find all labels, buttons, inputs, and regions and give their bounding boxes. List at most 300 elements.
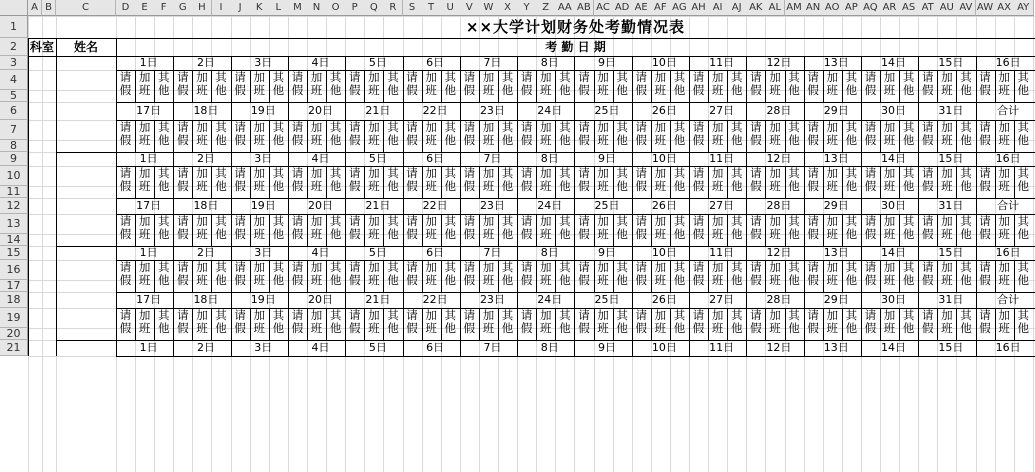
attendance-type-label[interactable]: 请假 <box>234 308 246 335</box>
day-label[interactable]: 29日 <box>823 293 849 306</box>
column-header[interactable]: Y <box>517 0 537 16</box>
day-label[interactable]: 6日 <box>426 246 445 259</box>
day-label[interactable]: 10日 <box>651 152 677 165</box>
column-header[interactable]: AV <box>956 0 976 16</box>
column-header[interactable]: AQ <box>861 0 881 16</box>
day-label[interactable]: 30日 <box>881 293 907 306</box>
day-label[interactable]: 26日 <box>651 293 677 306</box>
attendance-type-label[interactable]: 加班 <box>769 214 781 241</box>
day-label[interactable]: 合计 <box>997 199 1020 212</box>
column-header[interactable]: U <box>441 0 461 16</box>
attendance-type-label[interactable]: 加班 <box>941 260 953 287</box>
attendance-type-label[interactable]: 加班 <box>769 260 781 287</box>
attendance-type-label[interactable]: 加班 <box>883 120 896 147</box>
attendance-type-label[interactable]: 其他 <box>673 70 686 97</box>
attendance-type-label[interactable]: 请假 <box>520 70 533 97</box>
day-label[interactable]: 合计 <box>997 293 1020 306</box>
attendance-type-label[interactable]: 请假 <box>463 260 476 287</box>
attendance-type-label[interactable]: 请假 <box>864 120 877 147</box>
column-header[interactable]: AC <box>594 0 614 16</box>
attendance-type-label[interactable]: 加班 <box>769 308 781 335</box>
attendance-type-label[interactable]: 其他 <box>329 166 342 193</box>
attendance-type-label[interactable]: 其他 <box>788 70 800 97</box>
column-header[interactable]: Z <box>536 0 556 16</box>
attendance-type-label[interactable]: 请假 <box>119 70 132 97</box>
column-header[interactable]: AA <box>555 0 575 16</box>
day-label[interactable]: 18日 <box>193 104 219 117</box>
attendance-type-label[interactable]: 加班 <box>769 166 781 193</box>
attendance-type-label[interactable]: 其他 <box>444 214 456 241</box>
attendance-type-label[interactable]: 请假 <box>807 260 819 287</box>
day-label[interactable]: 27日 <box>709 104 735 117</box>
attendance-type-label[interactable]: 其他 <box>902 308 915 335</box>
attendance-type-label[interactable]: 其他 <box>845 214 858 241</box>
row-header[interactable]: 18 <box>0 292 28 308</box>
day-label[interactable]: 2日 <box>196 56 215 69</box>
attendance-type-label[interactable]: 请假 <box>463 70 476 97</box>
attendance-type-label[interactable]: 其他 <box>329 214 342 241</box>
attendance-type-label[interactable]: 请假 <box>807 120 819 147</box>
attendance-type-label[interactable]: 请假 <box>578 70 590 97</box>
attendance-type-label[interactable]: 加班 <box>597 70 609 97</box>
attendance-type-label[interactable]: 其他 <box>387 308 399 335</box>
attendance-type-label[interactable]: 其他 <box>730 166 743 193</box>
day-label[interactable]: 19日 <box>250 293 276 306</box>
attendance-type-label[interactable]: 加班 <box>769 70 781 97</box>
attendance-type-label[interactable]: 请假 <box>348 308 361 335</box>
attendance-type-label[interactable]: 加班 <box>310 120 323 147</box>
attendance-type-label[interactable]: 加班 <box>941 120 953 147</box>
column-header[interactable]: V <box>460 0 480 16</box>
day-label[interactable]: 16日 <box>995 56 1021 69</box>
day-label[interactable]: 9日 <box>598 152 617 165</box>
day-label[interactable]: 23日 <box>479 104 505 117</box>
attendance-type-label[interactable]: 加班 <box>196 70 208 97</box>
column-header[interactable]: AS <box>899 0 919 16</box>
column-header[interactable]: AO <box>823 0 843 16</box>
attendance-type-label[interactable]: 其他 <box>845 70 858 97</box>
attendance-type-label[interactable]: 其他 <box>272 120 285 147</box>
attendance-type-label[interactable]: 请假 <box>177 308 189 335</box>
day-label[interactable]: 21日 <box>365 293 391 306</box>
column-header[interactable]: AM <box>785 0 805 16</box>
attendance-type-label[interactable]: 请假 <box>750 308 762 335</box>
attendance-type-label[interactable]: 请假 <box>692 308 705 335</box>
day-label[interactable]: 23日 <box>479 199 505 212</box>
attendance-type-label[interactable]: 加班 <box>941 166 953 193</box>
attendance-type-label[interactable]: 请假 <box>520 120 533 147</box>
row-header[interactable]: 6 <box>0 102 28 120</box>
day-label[interactable]: 21日 <box>365 104 391 117</box>
attendance-type-label[interactable]: 加班 <box>883 214 896 241</box>
attendance-type-label[interactable]: 请假 <box>807 166 819 193</box>
attendance-type-label[interactable]: 请假 <box>921 260 934 287</box>
day-label[interactable]: 17日 <box>136 199 162 212</box>
column-header[interactable]: AI <box>708 0 728 16</box>
attendance-type-label[interactable]: 加班 <box>711 166 724 193</box>
attendance-type-label[interactable]: 请假 <box>463 166 476 193</box>
day-label[interactable]: 15日 <box>938 246 964 259</box>
column-header[interactable]: K <box>250 0 270 16</box>
column-header[interactable]: X <box>498 0 518 16</box>
row-header[interactable]: 12 <box>0 198 28 214</box>
attendance-type-label[interactable]: 其他 <box>387 166 399 193</box>
dates-header[interactable]: 考 勤 日 期 <box>545 40 606 54</box>
attendance-type-label[interactable]: 请假 <box>750 120 762 147</box>
day-label[interactable]: 1日 <box>139 246 158 259</box>
attendance-type-label[interactable]: 请假 <box>119 260 132 287</box>
attendance-type-label[interactable]: 请假 <box>291 308 304 335</box>
day-label[interactable]: 4日 <box>311 152 330 165</box>
day-label[interactable]: 3日 <box>254 152 273 165</box>
attendance-type-label[interactable]: 加班 <box>482 214 495 241</box>
attendance-type-label[interactable]: 其他 <box>902 260 915 287</box>
day-label[interactable]: 5日 <box>368 56 387 69</box>
attendance-type-label[interactable]: 请假 <box>234 214 246 241</box>
attendance-type-label[interactable]: 其他 <box>387 120 399 147</box>
day-label[interactable]: 4日 <box>311 341 330 354</box>
attendance-type-label[interactable]: 其他 <box>960 214 972 241</box>
attendance-type-label[interactable]: 请假 <box>921 214 934 241</box>
attendance-type-label[interactable]: 加班 <box>539 70 552 97</box>
column-header[interactable]: AE <box>632 0 652 16</box>
attendance-type-label[interactable]: 其他 <box>788 308 800 335</box>
attendance-type-label[interactable]: 请假 <box>406 260 418 287</box>
attendance-type-label[interactable]: 加班 <box>998 70 1010 97</box>
attendance-type-label[interactable]: 加班 <box>998 120 1010 147</box>
sheet-title[interactable]: ××大学计划财务处考勤情况表 <box>465 18 686 36</box>
attendance-type-label[interactable]: 其他 <box>788 214 800 241</box>
attendance-type-label[interactable]: 加班 <box>539 120 552 147</box>
day-label[interactable]: 8日 <box>540 56 559 69</box>
attendance-type-label[interactable]: 其他 <box>501 214 514 241</box>
attendance-type-label[interactable]: 请假 <box>979 308 991 335</box>
column-header[interactable]: AU <box>937 0 957 16</box>
attendance-type-label[interactable]: 加班 <box>654 70 667 97</box>
day-label[interactable]: 1日 <box>139 56 158 69</box>
attendance-type-label[interactable]: 请假 <box>348 260 361 287</box>
attendance-type-label[interactable]: 请假 <box>807 214 819 241</box>
attendance-type-label[interactable]: 请假 <box>578 308 590 335</box>
attendance-type-label[interactable]: 加班 <box>368 308 380 335</box>
attendance-type-label[interactable]: 加班 <box>138 70 151 97</box>
row-header[interactable]: 7 <box>0 120 28 140</box>
attendance-type-label[interactable]: 加班 <box>597 214 609 241</box>
day-label[interactable]: 16日 <box>995 246 1021 259</box>
attendance-type-label[interactable]: 其他 <box>559 260 571 287</box>
day-label[interactable]: 19日 <box>250 104 276 117</box>
attendance-type-label[interactable]: 加班 <box>368 120 380 147</box>
day-label[interactable]: 16日 <box>995 152 1021 165</box>
attendance-type-label[interactable]: 请假 <box>520 260 533 287</box>
day-label[interactable]: 7日 <box>483 152 502 165</box>
day-label[interactable]: 13日 <box>823 341 849 354</box>
column-header[interactable]: E <box>135 0 155 16</box>
attendance-type-label[interactable]: 加班 <box>883 260 896 287</box>
attendance-type-label[interactable]: 其他 <box>501 120 514 147</box>
day-label[interactable]: 9日 <box>598 341 617 354</box>
attendance-type-label[interactable]: 请假 <box>348 166 361 193</box>
day-label[interactable]: 22日 <box>422 104 448 117</box>
attendance-type-label[interactable]: 加班 <box>425 120 437 147</box>
attendance-type-label[interactable]: 加班 <box>539 214 552 241</box>
attendance-type-label[interactable]: 加班 <box>711 120 724 147</box>
day-label[interactable]: 12日 <box>766 341 792 354</box>
day-label[interactable]: 5日 <box>368 341 387 354</box>
day-label[interactable]: 12日 <box>766 246 792 259</box>
attendance-type-label[interactable]: 其他 <box>616 214 628 241</box>
attendance-type-label[interactable]: 其他 <box>616 120 628 147</box>
day-label[interactable]: 22日 <box>422 293 448 306</box>
attendance-type-label[interactable]: 其他 <box>215 70 227 97</box>
row-header[interactable]: 10 <box>0 166 28 186</box>
day-label[interactable]: 14日 <box>881 56 907 69</box>
day-label[interactable]: 28日 <box>766 199 792 212</box>
attendance-type-label[interactable]: 其他 <box>272 308 285 335</box>
attendance-type-label[interactable]: 其他 <box>329 260 342 287</box>
row-header[interactable]: 4 <box>0 70 28 90</box>
attendance-type-label[interactable]: 请假 <box>406 166 418 193</box>
day-label[interactable]: 24日 <box>537 199 563 212</box>
row-header[interactable]: 17 <box>0 280 28 292</box>
attendance-type-label[interactable]: 其他 <box>444 166 456 193</box>
day-label[interactable]: 29日 <box>823 199 849 212</box>
attendance-type-label[interactable]: 其他 <box>272 166 285 193</box>
attendance-type-label[interactable]: 其他 <box>1017 70 1029 97</box>
row-header[interactable]: 8 <box>0 140 28 152</box>
column-header[interactable]: M <box>288 0 308 16</box>
day-label[interactable]: 12日 <box>766 152 792 165</box>
day-label[interactable]: 7日 <box>483 56 502 69</box>
attendance-type-label[interactable]: 加班 <box>539 166 552 193</box>
attendance-type-label[interactable]: 加班 <box>253 70 265 97</box>
attendance-type-label[interactable]: 加班 <box>597 120 609 147</box>
attendance-type-label[interactable]: 请假 <box>291 70 304 97</box>
attendance-type-label[interactable]: 加班 <box>998 260 1010 287</box>
attendance-type-label[interactable]: 加班 <box>196 120 208 147</box>
column-header[interactable]: F <box>154 0 174 16</box>
attendance-type-label[interactable]: 其他 <box>730 214 743 241</box>
column-header[interactable]: AW <box>976 0 996 16</box>
attendance-type-label[interactable]: 加班 <box>654 308 667 335</box>
attendance-type-label[interactable]: 请假 <box>750 214 762 241</box>
attendance-type-label[interactable]: 其他 <box>1017 166 1029 193</box>
attendance-type-label[interactable]: 请假 <box>119 120 132 147</box>
attendance-type-label[interactable]: 加班 <box>482 166 495 193</box>
attendance-type-label[interactable]: 其他 <box>960 166 972 193</box>
attendance-type-label[interactable]: 请假 <box>750 70 762 97</box>
day-label[interactable]: 13日 <box>823 152 849 165</box>
attendance-type-label[interactable]: 加班 <box>368 166 380 193</box>
attendance-type-label[interactable]: 请假 <box>291 120 304 147</box>
attendance-type-label[interactable]: 加班 <box>138 166 151 193</box>
attendance-type-label[interactable]: 其他 <box>1017 214 1029 241</box>
day-label[interactable]: 6日 <box>426 152 445 165</box>
day-label[interactable]: 11日 <box>709 152 735 165</box>
attendance-type-label[interactable]: 其他 <box>673 214 686 241</box>
day-label[interactable]: 8日 <box>540 341 559 354</box>
attendance-type-label[interactable]: 请假 <box>578 166 590 193</box>
day-label[interactable]: 8日 <box>540 246 559 259</box>
attendance-type-label[interactable]: 请假 <box>348 120 361 147</box>
day-label[interactable]: 9日 <box>598 246 617 259</box>
attendance-type-label[interactable]: 请假 <box>578 214 590 241</box>
dept-header[interactable]: 科室 <box>29 40 54 54</box>
day-label[interactable]: 3日 <box>254 246 273 259</box>
attendance-type-label[interactable]: 其他 <box>272 260 285 287</box>
attendance-type-label[interactable]: 加班 <box>597 308 609 335</box>
day-label[interactable]: 15日 <box>938 152 964 165</box>
column-header[interactable]: J <box>231 0 251 16</box>
day-label[interactable]: 10日 <box>651 56 677 69</box>
attendance-type-label[interactable]: 加班 <box>482 70 495 97</box>
attendance-type-label[interactable]: 加班 <box>425 214 437 241</box>
attendance-type-label[interactable]: 加班 <box>826 120 838 147</box>
attendance-type-label[interactable]: 其他 <box>788 120 800 147</box>
attendance-type-label[interactable]: 请假 <box>864 308 877 335</box>
day-label[interactable]: 13日 <box>823 56 849 69</box>
attendance-type-label[interactable]: 其他 <box>157 166 170 193</box>
attendance-type-label[interactable]: 其他 <box>444 260 456 287</box>
attendance-type-label[interactable]: 请假 <box>177 120 189 147</box>
column-header[interactable]: AJ <box>727 0 747 16</box>
attendance-type-label[interactable]: 其他 <box>902 120 915 147</box>
attendance-type-label[interactable]: 其他 <box>272 70 285 97</box>
attendance-type-label[interactable]: 请假 <box>807 70 819 97</box>
column-header[interactable]: AP <box>842 0 862 16</box>
attendance-type-label[interactable]: 请假 <box>406 120 418 147</box>
row-header[interactable]: 20 <box>0 328 28 340</box>
attendance-type-label[interactable]: 请假 <box>692 70 705 97</box>
attendance-type-label[interactable]: 请假 <box>692 260 705 287</box>
attendance-type-label[interactable]: 请假 <box>750 260 762 287</box>
day-label[interactable]: 1日 <box>139 341 158 354</box>
day-label[interactable]: 9日 <box>598 56 617 69</box>
attendance-type-label[interactable]: 请假 <box>921 166 934 193</box>
attendance-type-label[interactable]: 其他 <box>501 308 514 335</box>
attendance-type-label[interactable]: 其他 <box>501 70 514 97</box>
attendance-type-label[interactable]: 请假 <box>177 260 189 287</box>
row-header[interactable]: 16 <box>0 260 28 280</box>
attendance-type-label[interactable]: 加班 <box>654 166 667 193</box>
row-header[interactable]: 19 <box>0 308 28 328</box>
attendance-type-label[interactable]: 其他 <box>215 166 227 193</box>
attendance-type-label[interactable]: 其他 <box>157 260 170 287</box>
attendance-type-label[interactable]: 请假 <box>119 214 132 241</box>
attendance-type-label[interactable]: 其他 <box>215 308 227 335</box>
attendance-type-label[interactable]: 其他 <box>960 70 972 97</box>
column-header[interactable]: AB <box>574 0 594 16</box>
attendance-type-label[interactable]: 其他 <box>444 120 456 147</box>
attendance-type-label[interactable]: 请假 <box>864 214 877 241</box>
attendance-type-label[interactable]: 其他 <box>157 214 170 241</box>
attendance-type-label[interactable]: 其他 <box>788 260 800 287</box>
attendance-type-label[interactable]: 加班 <box>425 166 437 193</box>
select-all-corner[interactable] <box>0 0 28 16</box>
attendance-type-label[interactable]: 加班 <box>310 260 323 287</box>
day-label[interactable]: 15日 <box>938 341 964 354</box>
attendance-type-label[interactable]: 请假 <box>463 214 476 241</box>
attendance-type-label[interactable]: 请假 <box>635 166 647 193</box>
attendance-type-label[interactable]: 请假 <box>692 166 705 193</box>
column-header[interactable]: I <box>212 0 232 16</box>
attendance-type-label[interactable]: 其他 <box>215 120 227 147</box>
attendance-type-label[interactable]: 请假 <box>750 166 762 193</box>
day-label[interactable]: 26日 <box>651 104 677 117</box>
name-header[interactable]: 姓名 <box>73 40 98 54</box>
day-label[interactable]: 8日 <box>540 152 559 165</box>
attendance-type-label[interactable]: 其他 <box>902 214 915 241</box>
attendance-type-label[interactable]: 加班 <box>196 166 208 193</box>
attendance-type-label[interactable]: 其他 <box>960 120 972 147</box>
attendance-type-label[interactable]: 其他 <box>157 70 170 97</box>
day-label[interactable]: 11日 <box>709 246 735 259</box>
day-label[interactable]: 3日 <box>254 341 273 354</box>
day-label[interactable]: 7日 <box>483 341 502 354</box>
attendance-type-label[interactable]: 加班 <box>196 214 208 241</box>
attendance-type-label[interactable]: 其他 <box>845 260 858 287</box>
attendance-type-label[interactable]: 请假 <box>119 308 132 335</box>
attendance-type-label[interactable]: 加班 <box>597 260 609 287</box>
attendance-type-label[interactable]: 其他 <box>444 308 456 335</box>
day-label[interactable]: 2日 <box>196 341 215 354</box>
attendance-type-label[interactable]: 请假 <box>520 214 533 241</box>
day-label[interactable]: 3日 <box>254 56 273 69</box>
day-label[interactable]: 24日 <box>537 104 563 117</box>
attendance-type-label[interactable]: 其他 <box>616 70 628 97</box>
attendance-type-label[interactable]: 请假 <box>578 260 590 287</box>
attendance-type-label[interactable]: 其他 <box>730 308 743 335</box>
column-header[interactable]: D <box>116 0 136 16</box>
attendance-type-label[interactable]: 其他 <box>845 120 858 147</box>
day-label[interactable]: 合计 <box>997 104 1020 117</box>
attendance-type-label[interactable]: 其他 <box>845 308 858 335</box>
attendance-type-label[interactable]: 其他 <box>387 214 399 241</box>
attendance-type-label[interactable]: 加班 <box>654 120 667 147</box>
attendance-type-label[interactable]: 其他 <box>444 70 456 97</box>
column-header[interactable]: W <box>479 0 499 16</box>
attendance-type-label[interactable]: 加班 <box>883 70 896 97</box>
attendance-type-label[interactable]: 请假 <box>635 214 647 241</box>
attendance-type-label[interactable]: 加班 <box>883 166 896 193</box>
day-label[interactable]: 11日 <box>709 56 735 69</box>
attendance-type-label[interactable]: 其他 <box>902 166 915 193</box>
column-header[interactable]: L <box>269 0 289 16</box>
attendance-type-label[interactable]: 请假 <box>406 214 418 241</box>
day-label[interactable]: 20日 <box>308 199 334 212</box>
day-label[interactable]: 12日 <box>766 56 792 69</box>
attendance-type-label[interactable]: 请假 <box>979 166 991 193</box>
column-header[interactable]: G <box>173 0 193 16</box>
attendance-type-label[interactable]: 请假 <box>234 166 246 193</box>
attendance-type-label[interactable]: 加班 <box>711 214 724 241</box>
day-label[interactable]: 4日 <box>311 56 330 69</box>
attendance-type-label[interactable]: 请假 <box>979 260 991 287</box>
attendance-type-label[interactable]: 加班 <box>368 260 380 287</box>
column-header[interactable]: N <box>307 0 327 16</box>
attendance-type-label[interactable]: 请假 <box>578 120 590 147</box>
attendance-type-label[interactable]: 其他 <box>329 120 342 147</box>
attendance-type-label[interactable]: 请假 <box>864 166 877 193</box>
attendance-type-label[interactable]: 加班 <box>310 166 323 193</box>
attendance-type-label[interactable]: 加班 <box>310 308 323 335</box>
row-header[interactable]: 3 <box>0 56 28 70</box>
column-header[interactable]: Q <box>364 0 384 16</box>
day-label[interactable]: 16日 <box>995 341 1021 354</box>
attendance-type-label[interactable]: 其他 <box>730 120 743 147</box>
attendance-type-label[interactable]: 请假 <box>406 70 418 97</box>
day-label[interactable]: 18日 <box>193 293 219 306</box>
